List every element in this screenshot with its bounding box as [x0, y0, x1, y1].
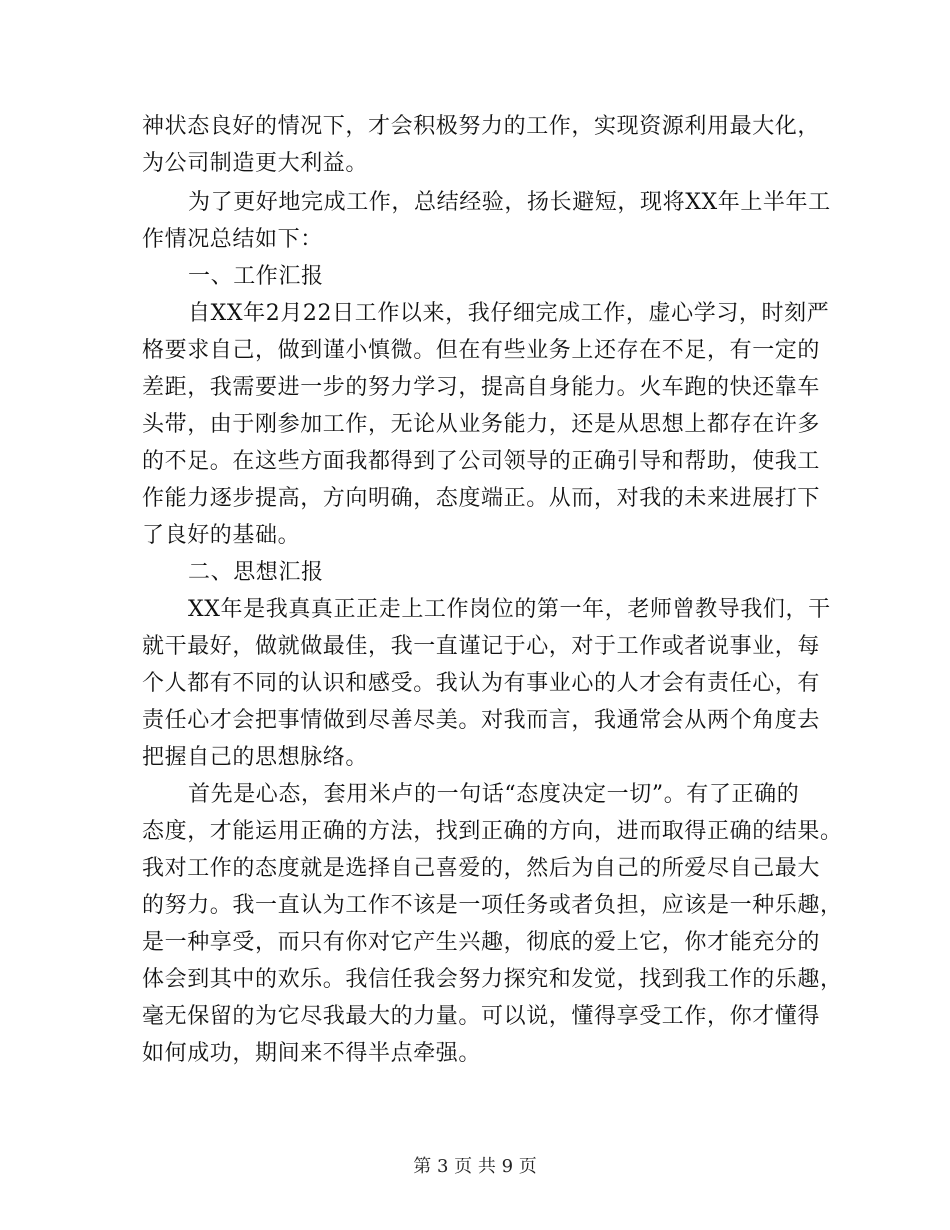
body-line: 头带，由于刚参加工作，无论从业务能力，还是从思想上都存在许多	[142, 412, 821, 437]
body-line: 如何成功，期间来不得半点牵强。	[142, 1041, 482, 1066]
body-line: 的努力。我一直认为工作不该是一项任务或者负担，应该是一种乐趣，	[142, 893, 843, 918]
paragraph-first-line: XX年是我真真正正走上工作岗位的第一年，老师曾教导我们，干	[188, 597, 831, 622]
body-line: 差距，我需要进一步的努力学习，提高自身能力。火车跑的快还靠车	[142, 375, 821, 400]
body-line: 就干最好，做就做最佳，我一直谨记于心，对于工作或者说事业，每	[142, 634, 821, 659]
body-line: 责任心才会把事情做到尽善尽美。对我而言，我通常会从两个角度去	[142, 708, 821, 733]
page-number-footer: 第 3 页 共 9 页	[413, 1156, 537, 1177]
body-line: 是一种享受，而只有你对它产生兴趣，彻底的爱上它，你才能充分的	[142, 930, 821, 955]
body-line: 了良好的基础。	[142, 523, 301, 548]
body-line: 为公司制造更大利益。	[142, 151, 369, 176]
body-line: 作能力逐步提高，方向明确，态度端正。从而，对我的未来进展打下	[142, 486, 821, 511]
body-line: 把握自己的思想脉络。	[142, 745, 369, 770]
body-line: 个人都有不同的认识和感受。我认为有事业心的人才会有责任心，有	[142, 671, 821, 696]
body-line: 的不足。在这些方面我都得到了公司领导的正确引导和帮助，使我工	[142, 449, 821, 474]
paragraph-first-line: 自XX年2月22日工作以来，我仔细完成工作，虚心学习，时刻严	[188, 301, 830, 326]
body-line: 我对工作的态度就是选择自己喜爱的，然后为自己的所爱尽自己最大	[142, 856, 821, 881]
section-heading-thought-report: 二、思想汇报	[188, 560, 324, 585]
body-line: 态度，才能运用正确的方法，找到正确的方向，进而取得正确的结果。	[142, 819, 843, 844]
paragraph-first-line: 首先是心态，套用米卢的一句话“态度决定一切”。有了正确的	[188, 782, 800, 807]
paragraph-first-line: 为了更好地完成工作，总结经验，扬长避短，现将XX年上半年工	[188, 190, 831, 215]
body-line: 毫无保留的为它尽我最大的力量。可以说，懂得享受工作，你才懂得	[142, 1004, 821, 1029]
body-line: 神状态良好的情况下，才会积极努力的工作，实现资源利用最大化，	[142, 114, 821, 139]
body-line: 格要求自己，做到谨小慎微。但在有些业务上还存在不足，有一定的	[142, 338, 821, 363]
section-heading-work-report: 一、工作汇报	[188, 264, 324, 289]
body-line: 作情况总结如下：	[142, 227, 323, 252]
body-line: 体会到其中的欢乐。我信任我会努力探究和发觉，找到我工作的乐趣，	[142, 967, 843, 992]
